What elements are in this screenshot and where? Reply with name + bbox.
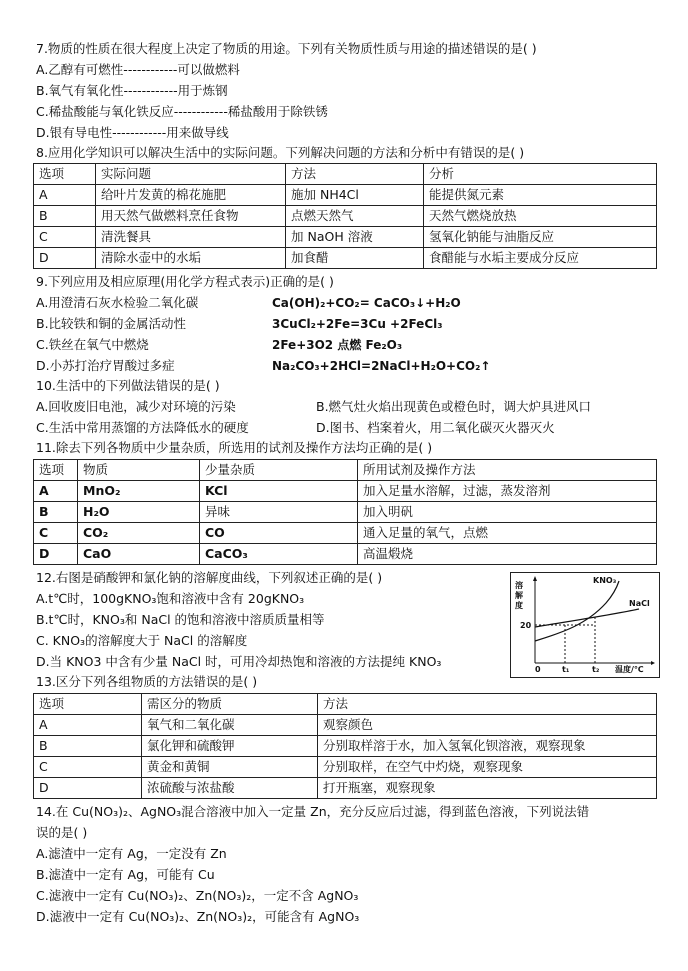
table-cell: 少量杂质	[200, 460, 358, 481]
table-cell: C	[34, 757, 142, 778]
chart-t1-label: t₁	[562, 665, 570, 674]
q10-stem: 10.生活中的下列做法错误的是( )	[36, 378, 220, 393]
chart-kno3-label: KNO₃	[593, 576, 617, 585]
q13-table-wrap	[33, 693, 657, 799]
table-cell: 打开瓶塞，观察现象	[318, 778, 657, 799]
solubility-curve-figure	[510, 572, 660, 678]
table-row	[34, 544, 657, 565]
table-cell: 分别取样溶于水，加入氢氧化钡溶液，观察现象	[318, 736, 657, 757]
chart-nacl-label: NaCl	[629, 599, 650, 608]
table-cell: B	[34, 502, 78, 523]
x-axis-arrow	[651, 661, 655, 665]
q14-option-b: B.滤渣中一定有 Ag，可能有 Cu	[36, 867, 215, 882]
table-row	[34, 523, 657, 544]
table-cell: 氧气和二氧化碳	[142, 715, 318, 736]
nacl-curve	[535, 609, 639, 627]
table-cell: 食醋能与水垢主要成分反应	[424, 248, 657, 269]
q13-table	[33, 693, 657, 799]
table-cell: 氯化钾和硫酸钾	[142, 736, 318, 757]
table-row	[34, 502, 657, 523]
table-cell: D	[34, 544, 78, 565]
q9-equation-a: Ca(OH)₂+CO₂= CaCO₃↓+H₂O	[272, 296, 461, 310]
q13-stem: 13.区分下列各组物质的方法错误的是( )	[36, 674, 258, 689]
q12-stem: 12.右图是硝酸钾和氯化钠的溶解度曲线，下列叙述正确的是( )	[36, 570, 383, 585]
table-header-row	[34, 694, 657, 715]
chart-t2-label: t₂	[592, 665, 600, 674]
table-row	[34, 481, 657, 502]
chart-y-label: 溶解度	[515, 581, 523, 610]
q14-option-a: A.滤渣中一定有 Ag，一定没有 Zn	[36, 846, 227, 861]
table-cell: 用天然气做燃料烹任食物	[96, 206, 286, 227]
q12-option-c: C. KNO₃的溶解度大于 NaCl 的溶解度	[36, 633, 248, 648]
table-row	[34, 248, 657, 269]
table-row	[34, 185, 657, 206]
table-cell: H₂O	[78, 502, 200, 523]
table-cell: C	[34, 523, 78, 544]
table-cell: 分析	[424, 164, 657, 185]
chart-origin-label: 0	[535, 665, 541, 674]
table-cell: 浓硫酸与浓盐酸	[142, 778, 318, 799]
table-cell: 方法	[318, 694, 657, 715]
table-cell: CO	[200, 523, 358, 544]
table-cell: 分别取样，在空气中灼烧，观察现象	[318, 757, 657, 778]
chart-x-label: 温度/℃	[615, 665, 644, 674]
table-cell: A	[34, 715, 142, 736]
table-cell: 选项	[34, 460, 78, 481]
q9-option-c: C.铁丝在氧气中燃烧	[36, 337, 149, 352]
table-row	[34, 778, 657, 799]
table-cell: 异味	[200, 502, 358, 523]
q14-stem-line1: 14.在 Cu(NO₃)₂、AgNO₃混合溶液中加入一定量 Zn，充分反应后过滤，得到蓝色溶液，下列说法错	[36, 804, 590, 819]
q11-table	[33, 459, 657, 565]
table-cell: 给叶片发黄的棉花施肥	[96, 185, 286, 206]
table-row	[34, 206, 657, 227]
table-cell: 氢氧化钠能与油脂反应	[424, 227, 657, 248]
q7-stem: 7.物质的性质在很大程度上决定了物质的用途。下列有关物质性质与用途的描述错误的是( )	[36, 41, 537, 56]
q7-option-b: B.氧气有氧化性------------用于炼钢	[36, 83, 228, 98]
table-cell: 清除水壶中的水垢	[96, 248, 286, 269]
table-cell: 选项	[34, 164, 96, 185]
table-cell: 高温煅烧	[358, 544, 657, 565]
table-row	[34, 736, 657, 757]
table-cell: CaCO₃	[200, 544, 358, 565]
table-row	[34, 715, 657, 736]
q9-equation-b: 3CuCl₂+2Fe=3Cu +2FeCl₃	[272, 317, 443, 331]
q8-stem: 8.应用化学知识可以解决生活中的实际问题。下列解决问题的方法和分析中有错误的是( )	[36, 145, 525, 160]
chart-y-tick-20: 20	[520, 621, 532, 630]
q12-option-d: D.当 KNO3 中含有少量 NaCl 时，可用冷却热饱和溶液的方法提纯 KNO₃	[36, 654, 442, 669]
q7-option-d: D.银有导电性------------用来做导线	[36, 125, 229, 140]
table-header-row	[34, 460, 657, 481]
q12-option-b: B.t℃时，KNO₃和 NaCl 的饱和溶液中溶质质量相等	[36, 612, 325, 627]
table-cell: B	[34, 736, 142, 757]
q9-equation-d: Na₂CO₃+2HCl=2NaCl+H₂O+CO₂↑	[272, 359, 491, 373]
table-cell: C	[34, 227, 96, 248]
solubility-curve-svg	[511, 573, 659, 677]
table-cell: KCl	[200, 481, 358, 502]
y-axis-arrow	[533, 576, 537, 581]
table-cell: 施加 NH4Cl	[286, 185, 424, 206]
table-cell: 实际问题	[96, 164, 286, 185]
q9-option-a: A.用澄清石灰水检验二氧化碳	[36, 295, 199, 310]
q10-option-c: C.生活中常用蒸馏的方法降低水的硬度	[36, 420, 249, 435]
table-cell: 加食醋	[286, 248, 424, 269]
table-cell: CO₂	[78, 523, 200, 544]
q10-option-b: B.燃气灶火焰出现黄色或橙色时，调大炉具进风口	[316, 399, 592, 414]
q12-option-a: A.t℃时，100gKNO₃饱和溶液中含有 20gKNO₃	[36, 591, 305, 606]
q11-stem: 11.除去下列各物质中少量杂质，所选用的试剂及操作方法均正确的是( )	[36, 440, 433, 455]
table-cell: 加入明矾	[358, 502, 657, 523]
table-cell: 清洗餐具	[96, 227, 286, 248]
q9-option-d: D.小苏打治疗胃酸过多症	[36, 358, 175, 373]
table-cell: 方法	[286, 164, 424, 185]
table-cell: 黄金和黄铜	[142, 757, 318, 778]
table-cell: 所用试剂及操作方法	[358, 460, 657, 481]
table-cell: A	[34, 481, 78, 502]
q10-option-d: D.图书、档案着火，用二氧化碳灭火器灭火	[316, 420, 555, 435]
table-cell: 点燃天然气	[286, 206, 424, 227]
table-cell: 选项	[34, 694, 142, 715]
q7-option-c: C.稀盐酸能与氧化铁反应------------稀盐酸用于除铁锈	[36, 104, 328, 119]
q7-option-a: A.乙醇有可燃性------------可以做燃料	[36, 62, 240, 77]
table-cell: D	[34, 248, 96, 269]
table-cell: CaO	[78, 544, 200, 565]
q10-option-a: A.回收废旧电池，减少对环境的污染	[36, 399, 236, 414]
table-cell: B	[34, 206, 96, 227]
table-cell: D	[34, 778, 142, 799]
q14-option-c: C.滤液中一定有 Cu(NO₃)₂、Zn(NO₃)₂，一定不含 AgNO₃	[36, 888, 359, 903]
table-cell: 加入足量水溶解，过滤，蒸发溶剂	[358, 481, 657, 502]
table-row	[34, 757, 657, 778]
q8-table	[33, 163, 657, 269]
table-row	[34, 227, 657, 248]
kno3-curve	[535, 581, 619, 641]
q9-option-b: B.比较铁和铜的金属活动性	[36, 316, 187, 331]
q14-stem-line2: 误的是( )	[36, 825, 88, 840]
table-cell: 加 NaOH 溶液	[286, 227, 424, 248]
table-cell: 观察颜色	[318, 715, 657, 736]
table-cell: 通入足量的氧气，点燃	[358, 523, 657, 544]
q9-stem: 9.下列应用及相应原理(用化学方程式表示)正确的是( )	[36, 274, 334, 289]
table-cell: 能提供氮元素	[424, 185, 657, 206]
table-cell: MnO₂	[78, 481, 200, 502]
q9-equation-c: 2Fe+3O2 点燃 Fe₂O₃	[272, 338, 403, 352]
table-cell: 需区分的物质	[142, 694, 318, 715]
table-cell: 物质	[78, 460, 200, 481]
table-header-row	[34, 164, 657, 185]
q14-option-d: D.滤液中一定有 Cu(NO₃)₂、Zn(NO₃)₂，可能含有 AgNO₃	[36, 909, 360, 924]
table-cell: 天然气燃烧放热	[424, 206, 657, 227]
table-cell: A	[34, 185, 96, 206]
